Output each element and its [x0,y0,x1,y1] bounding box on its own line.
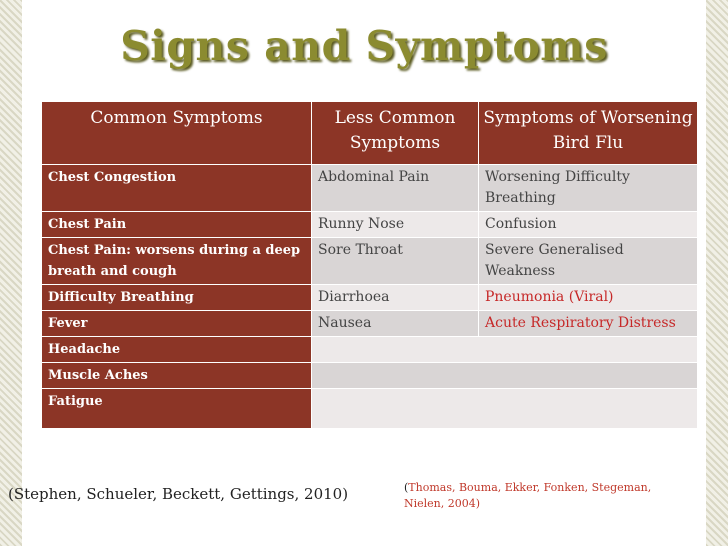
less-common-symptom-cell: Abdominal Pain [312,165,479,212]
worsening-symptom-cell: Acute Respiratory Distress [479,311,698,337]
common-symptom-cell: Fatigue [42,389,312,429]
right-decorative-border [706,0,728,546]
less-common-symptom-cell: Sore Throat [312,238,479,285]
worsening-symptom-cell: Severe Generalised Weakness [479,238,698,285]
worsening-symptom-cell: Pneumonia (Viral) [479,285,698,311]
table-header-row [42,102,698,165]
citation-open-paren: ( [404,481,409,494]
common-symptom-cell: Chest Congestion [42,165,312,212]
citation-right-text: Thomas, Bouma, Ekker, Fonken, Stegeman, Nielen, 2004 [404,481,652,510]
less-common-symptom-cell: Runny Nose [312,212,479,238]
table-row [42,285,698,311]
table-row [42,363,698,389]
table-row [42,389,698,429]
table-row [42,212,698,238]
symptoms-table [41,101,698,429]
common-symptom-cell: Difficulty Breathing [42,285,312,311]
less-common-symptom-cell: Nausea [312,311,479,337]
table-row [42,337,698,363]
worsening-symptom-cell: Worsening Difficulty Breathing [479,165,698,212]
header-common-symptoms: Common Symptoms [42,102,312,165]
left-decorative-border [0,0,22,546]
common-symptom-cell: Chest Pain: worsens during a deep breath and cough [42,238,312,285]
worsening-symptom-cell: Confusion [479,212,698,238]
common-symptom-cell: Headache [42,337,312,363]
empty-cell [312,337,698,363]
empty-cell [312,363,698,389]
table-row [42,238,698,285]
citation-close-paren: ) [475,497,481,510]
header-less-common-symptoms: Less Common Symptoms [312,102,479,165]
table-row [42,165,698,212]
common-symptom-cell: Chest Pain [42,212,312,238]
slide-title: Signs and Symptoms [120,22,608,70]
common-symptom-cell: Muscle Aches [42,363,312,389]
common-symptom-cell: Fever [42,311,312,337]
empty-cell [312,389,698,429]
table-row [42,311,698,337]
citation-left: (Stephen, Schueler, Beckett, Gettings, 2010) [8,485,349,503]
header-worsening-symptoms: Symptoms of Worsening Bird Flu [479,102,698,165]
citation-right [404,480,664,512]
less-common-symptom-cell: Diarrhoea [312,285,479,311]
